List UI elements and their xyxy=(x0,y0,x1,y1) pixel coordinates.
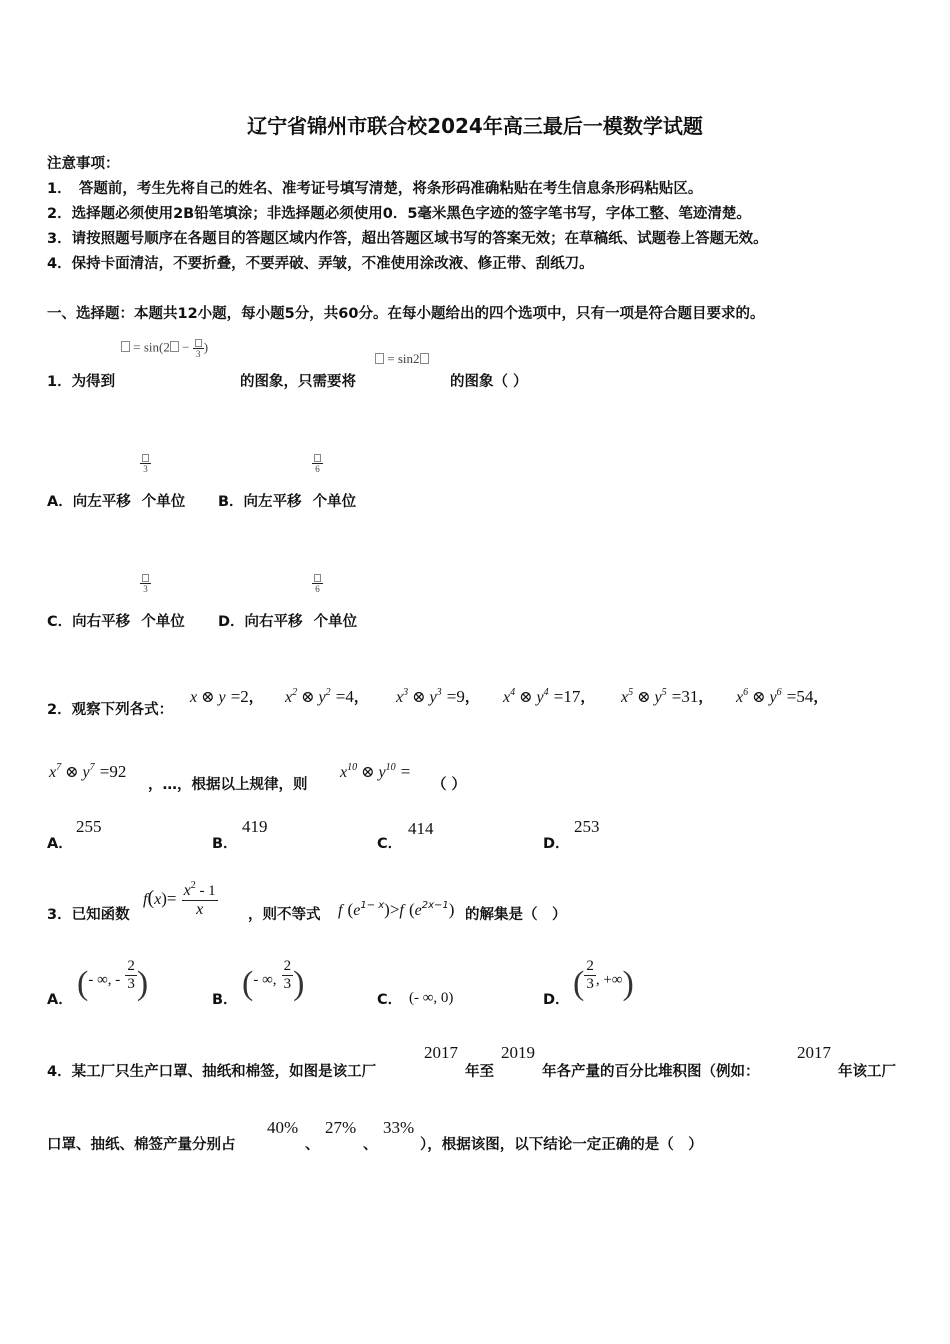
pi-glyph-icon xyxy=(195,339,202,347)
q1-formula-fraction xyxy=(193,338,204,359)
q2-option-d-value: 253 xyxy=(574,817,600,836)
q2-question-end: （ ） xyxy=(432,777,467,793)
equation-value: 9 xyxy=(456,687,465,706)
pi-glyph-icon xyxy=(142,454,149,462)
placeholder-glyph-icon xyxy=(375,353,384,364)
q2-option-b[interactable] xyxy=(212,832,238,853)
pi-glyph-icon xyxy=(314,454,321,462)
q2-option-a[interactable] xyxy=(47,832,73,853)
q3-option-a[interactable] xyxy=(47,988,73,1009)
q3-option-d-interval: ( $\frac{2}{3}$ , +∞) xyxy=(573,958,634,1002)
q1-option-b-fraction xyxy=(312,453,323,474)
page-title: 辽宁省锦州市联合校2024年高三最后一模数学试题 xyxy=(247,114,703,138)
equation-value: 2 xyxy=(240,687,249,706)
placeholder-glyph-icon xyxy=(121,341,130,352)
q2-equation-2: $x^2$ ⊗ $y^2 =4$， xyxy=(285,687,369,706)
equation-value: 4 xyxy=(345,687,354,706)
notice-item: 3．请按照题号顺序在各题目的答题区域内作答，超出答题区域书写的答案无效；在草稿纸、试题卷上答题无效。 xyxy=(47,231,768,247)
option-unit: 个单位 xyxy=(141,614,185,630)
q4-percent-1: 40% xyxy=(267,1118,299,1137)
q4-percent-3: 33% xyxy=(383,1118,415,1137)
q4-stem-part-a: 4．某工厂只生产口罩、抽纸和棉签，如图是该工厂 xyxy=(47,1064,377,1080)
q1-option-a-fraction xyxy=(140,453,151,474)
q2-option-a-value: 255 xyxy=(76,817,102,836)
q4-percent-2: 27% xyxy=(325,1118,357,1137)
q1-option-a[interactable] xyxy=(47,490,185,511)
q3-inequality: f $(e^{1- x})>f$ $(e^{2x-1})$ xyxy=(338,900,455,919)
fraction-den: 6 xyxy=(315,464,320,474)
q4-separator-1: 、 xyxy=(305,1137,320,1153)
notice-item: 2．选择题必须使用2B铅笔填涂；非选择题必须使用0．5毫米黑色字迹的签字笔书写，字体工整、笔迹清楚。 xyxy=(47,206,751,222)
q4-year-1: 2017 xyxy=(424,1043,458,1062)
q3-fraction: $\frac{x^2 - 1}{x}$ xyxy=(183,880,216,918)
q3-stem-mid: ，则不等式 xyxy=(248,907,321,923)
pi-glyph-icon xyxy=(142,574,149,582)
option-unit: 个单位 xyxy=(312,494,357,510)
option-unit: 个单位 xyxy=(141,494,186,510)
notice-item: 4．保持卡面清洁，不要折叠，不要弄破、弄皱，不准使用涂改液、修正带、刮纸刀。 xyxy=(47,256,594,272)
q1-formula-a-minus: − xyxy=(182,339,190,355)
equation-value: 92 xyxy=(109,762,127,781)
q2-equation-3: $x^3$ ⊗ $y^3 =9$， xyxy=(396,687,480,706)
q3-option-c[interactable] xyxy=(377,988,402,1009)
placeholder-glyph-icon xyxy=(170,341,179,352)
q2-stem-prefix: 2．观察下列各式： xyxy=(47,702,174,718)
q2-option-b-value: 419 xyxy=(242,817,268,836)
option-label: A．向左平移 xyxy=(47,494,131,510)
q2-equation-7: $x^7$ ⊗ $y^7 =92$ xyxy=(49,762,127,781)
option-label: C． xyxy=(377,836,403,852)
equation-value: 31 xyxy=(681,687,699,706)
q3-option-b[interactable] xyxy=(212,988,238,1009)
fraction-den: 3 xyxy=(143,584,148,594)
q1-stem-mid: 的图象，只需要将 xyxy=(240,374,356,390)
option-label: C． xyxy=(377,992,403,1008)
option-label: B．向左平移 xyxy=(218,494,302,510)
q1-formula-a: = sin(2 xyxy=(133,339,170,355)
q1-option-c-fraction xyxy=(140,573,151,594)
notice-item: 1． 答题前，考生先将自己的姓名、准考证号填写清楚，将条形码准确粘贴在考生信息条形码粘贴区。 xyxy=(47,181,703,197)
q4-stem-part-d: 年该工厂 xyxy=(838,1064,896,1080)
option-label: C．向右平移 xyxy=(47,614,131,630)
q3-option-d[interactable] xyxy=(543,988,570,1009)
q2-equation-6: $x^6$ ⊗ $y^6 =54$， xyxy=(736,687,828,706)
q4-stem-part-c: 年各产量的百分比堆积图（例如： xyxy=(542,1064,760,1080)
q3-stem-prefix: 3．已知函数 xyxy=(47,907,130,923)
q3-option-a-interval: (- ∞, - $\frac{2}{3}$ ) xyxy=(77,958,149,1002)
q3-stem-suffix: 的解集是（ ） xyxy=(465,907,567,923)
section-heading: 一、选择题：本题共12小题，每小题5分，共60分。在每小题给出的四个选项中，只有一项是符合题目要求的。 xyxy=(47,306,765,322)
q1-option-d[interactable] xyxy=(218,610,357,631)
q1-formula-b: = sin2 xyxy=(387,351,420,366)
q2-equation-5: $x^5$ ⊗ $y^5 =31$， xyxy=(621,687,713,706)
q3-option-c-value: (- ∞, 0) xyxy=(409,990,454,1006)
q4-stem-line2-a: 口罩、抽纸、棉签产量分别占 xyxy=(47,1137,236,1153)
q1-formula-source xyxy=(375,351,429,367)
q2-option-c[interactable] xyxy=(377,832,402,853)
option-label: A． xyxy=(47,992,73,1008)
q2-option-c-value: 414 xyxy=(408,819,434,838)
notice-heading: 注意事项： xyxy=(47,156,120,172)
q3-option-b-interval: (- ∞, $\frac{2}{3}$ ) xyxy=(242,958,305,1002)
q4-year-2: 2019 xyxy=(501,1043,535,1062)
q2-option-d[interactable] xyxy=(543,832,570,853)
fraction-den: 6 xyxy=(315,584,320,594)
q4-stem-part-b: 年至 xyxy=(465,1064,494,1080)
q2-equation-4: $x^4$ ⊗ $y^4 =17$， xyxy=(503,687,595,706)
q2-target-expression: $x^{10}$ ⊗ $y^{10}$ = xyxy=(340,762,411,781)
q1-option-c[interactable] xyxy=(47,610,185,631)
q4-year-3: 2017 xyxy=(797,1043,831,1062)
option-label: B． xyxy=(212,836,238,852)
option-label: B． xyxy=(212,992,238,1008)
q1-option-d-fraction xyxy=(312,573,323,594)
q2-equation-1: x ⊗ y =2， xyxy=(190,687,264,706)
fraction-den: 3 xyxy=(143,464,148,474)
option-label: D． xyxy=(543,836,570,852)
q1-formula-target: = sin(2 − 3 ) xyxy=(121,338,208,359)
pi-glyph-icon xyxy=(314,574,321,582)
q1-stem-suffix: 的图象（ ） xyxy=(450,374,528,390)
q1-option-b[interactable] xyxy=(218,490,356,511)
placeholder-glyph-icon xyxy=(420,353,429,364)
q2-stem-line2: ，…，根据以上规律，则 xyxy=(148,777,308,793)
equation-value: 17 xyxy=(563,687,581,706)
option-unit: 个单位 xyxy=(313,614,358,630)
q1-fraction-den: 3 xyxy=(195,349,201,359)
option-label: A． xyxy=(47,836,73,852)
q4-stem-line2-b: ），根据该图，以下结论一定正确的是（ ） xyxy=(420,1137,703,1153)
q3-function-definition: f(x)= $\frac{x^2 - 1}{x}$ xyxy=(143,880,216,918)
option-label: D．向右平移 xyxy=(218,614,303,630)
equation-value: 54 xyxy=(796,687,814,706)
q4-separator-2: 、 xyxy=(363,1137,378,1153)
q1-stem-prefix: 1．为得到 xyxy=(47,374,116,390)
option-label: D． xyxy=(543,992,570,1008)
